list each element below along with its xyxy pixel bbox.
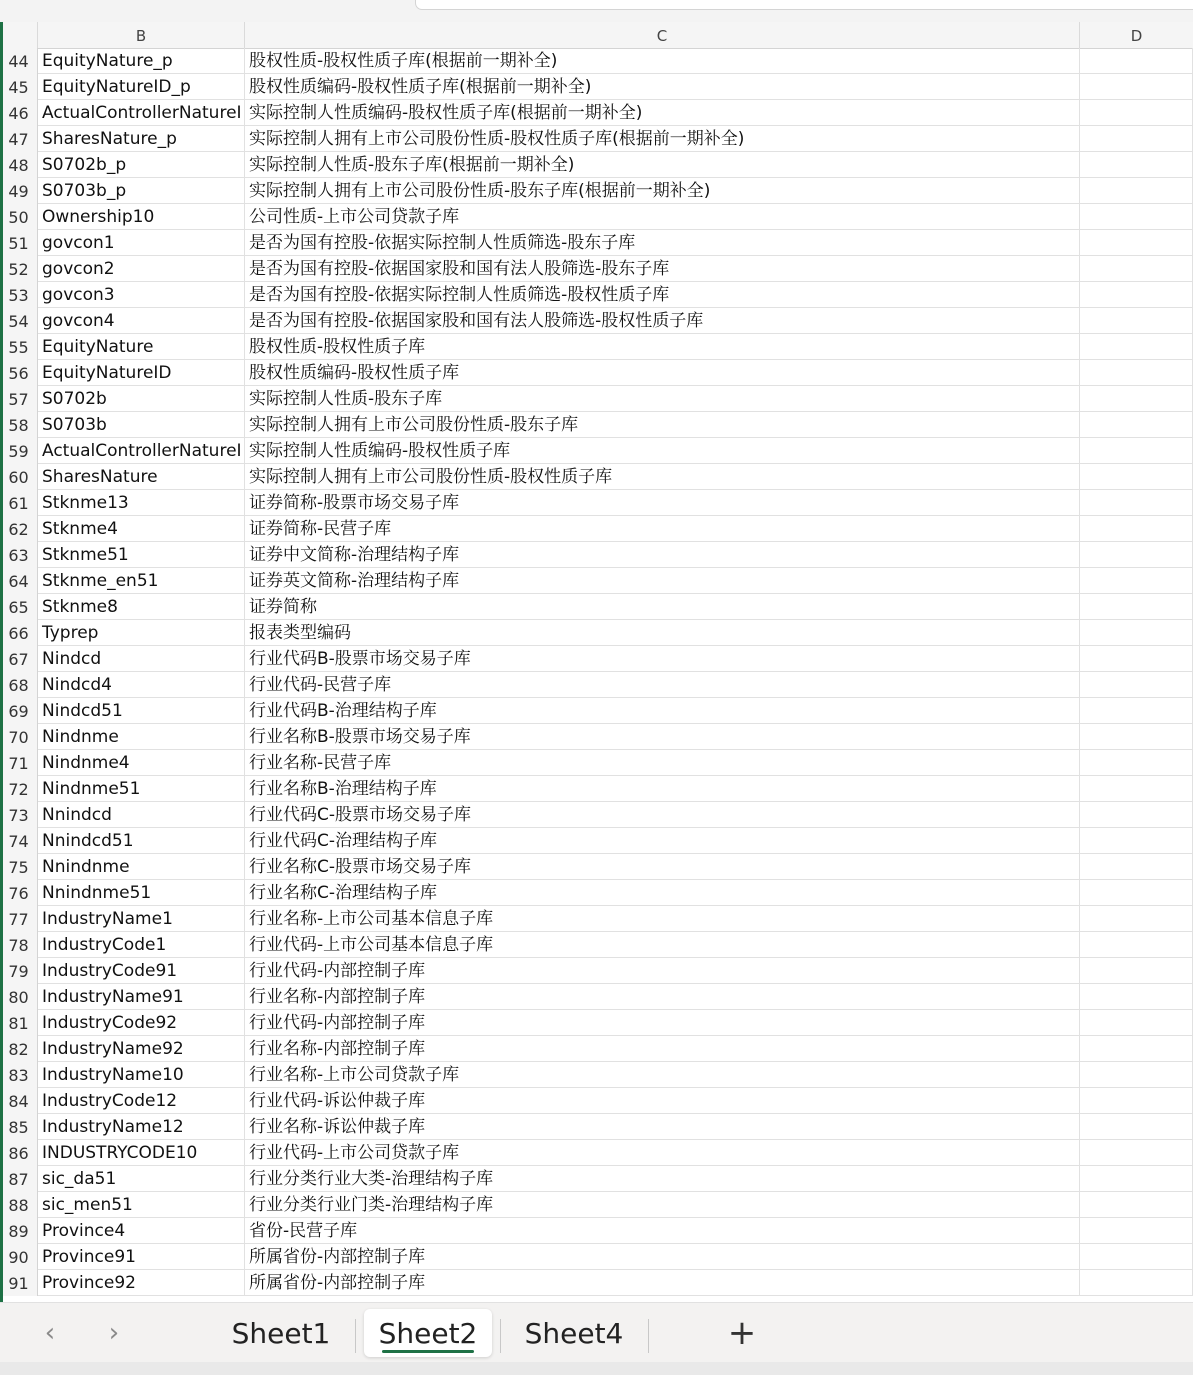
cell-c[interactable]: 所属省份-内部控制子库 <box>245 1270 1080 1296</box>
cell-d[interactable] <box>1080 282 1193 308</box>
cell-d[interactable] <box>1080 464 1193 490</box>
cell-c[interactable]: 行业名称-内部控制子库 <box>245 984 1080 1010</box>
row-number[interactable]: 63 <box>0 542 38 568</box>
cell-d[interactable] <box>1080 1166 1193 1192</box>
cell-b[interactable]: EquityNature_p <box>38 48 245 74</box>
row-number[interactable]: 69 <box>0 698 38 724</box>
row-number[interactable]: 86 <box>0 1140 38 1166</box>
table-row <box>0 282 1193 308</box>
cell-c[interactable]: 实际控制人拥有上市公司股份性质-股东子库(根据前一期补全) <box>245 178 1080 204</box>
column-header-c[interactable]: C <box>245 22 1080 48</box>
row-number[interactable]: 62 <box>0 516 38 542</box>
cell-b[interactable]: govcon3 <box>38 282 245 308</box>
cell-b[interactable]: ActualControllerNatureI <box>38 438 245 464</box>
table-row <box>0 568 1193 594</box>
cell-c[interactable]: 是否为国有控股-依据实际控制人性质筛选-股东子库 <box>245 230 1080 256</box>
table-row <box>0 230 1193 256</box>
table-row <box>0 256 1193 282</box>
cell-d[interactable] <box>1080 152 1193 178</box>
row-number[interactable]: 80 <box>0 984 38 1010</box>
table-row <box>0 152 1193 178</box>
cell-c[interactable]: 所属省份-内部控制子库 <box>245 1244 1080 1270</box>
cell-d[interactable] <box>1080 1114 1193 1140</box>
table-row <box>0 126 1193 152</box>
row-number[interactable]: 73 <box>0 802 38 828</box>
cell-b[interactable]: Stknme_en51 <box>38 568 245 594</box>
cell-c[interactable]: 股权性质-股权性质子库(根据前一期补全) <box>245 48 1080 74</box>
table-row <box>0 906 1193 932</box>
cell-b[interactable]: Stknme4 <box>38 516 245 542</box>
row-number[interactable]: 54 <box>0 308 38 334</box>
cell-b[interactable]: IndustryCode92 <box>38 1010 245 1036</box>
cell-b[interactable]: sic_da51 <box>38 1166 245 1192</box>
active-tab-underline <box>382 1350 474 1353</box>
column-header-row <box>0 22 1193 49</box>
cell-b[interactable]: Nindnme4 <box>38 750 245 776</box>
cell-d[interactable] <box>1080 672 1193 698</box>
tab-label: Sheet2 <box>378 1317 478 1350</box>
cell-d[interactable] <box>1080 1218 1193 1244</box>
status-bar <box>0 1362 1193 1375</box>
row-number[interactable]: 87 <box>0 1166 38 1192</box>
sheet-tab-bar <box>0 1302 1193 1363</box>
cell-b[interactable]: govcon4 <box>38 308 245 334</box>
row-number[interactable]: 85 <box>0 1114 38 1140</box>
cell-c[interactable]: 实际控制人拥有上市公司股份性质-股权性质子库(根据前一期补全) <box>245 126 1080 152</box>
row-number[interactable]: 49 <box>0 178 38 204</box>
cell-d[interactable] <box>1080 1062 1193 1088</box>
cell-d[interactable] <box>1080 1244 1193 1270</box>
row-number[interactable]: 78 <box>0 932 38 958</box>
table-row <box>0 490 1193 516</box>
row-number[interactable]: 89 <box>0 1218 38 1244</box>
row-number[interactable]: 77 <box>0 906 38 932</box>
cell-b[interactable]: S0703b <box>38 412 245 438</box>
tab-sheet1[interactable] <box>210 1309 352 1357</box>
cell-c[interactable]: 行业名称-内部控制子库 <box>245 1036 1080 1062</box>
cell-c[interactable]: 证券英文简称-治理结构子库 <box>245 568 1080 594</box>
cell-d[interactable] <box>1080 1036 1193 1062</box>
cell-b[interactable]: Province92 <box>38 1270 245 1296</box>
cell-c[interactable]: 是否为国有控股-依据国家股和国有法人股筛选-股东子库 <box>245 256 1080 282</box>
row-number[interactable]: 52 <box>0 256 38 282</box>
cell-b[interactable]: SharesNature <box>38 464 245 490</box>
cell-c[interactable]: 行业分类行业大类-治理结构子库 <box>245 1166 1080 1192</box>
row-number[interactable]: 68 <box>0 672 38 698</box>
plus-icon[interactable]: + <box>727 1313 757 1353</box>
select-all-corner[interactable] <box>0 22 38 48</box>
cell-d[interactable] <box>1080 932 1193 958</box>
cell-c[interactable]: 证券简称 <box>245 594 1080 620</box>
row-number[interactable]: 60 <box>0 464 38 490</box>
chevron-right-icon[interactable]: › <box>108 1318 120 1348</box>
formula-bar-input[interactable] <box>415 0 1193 10</box>
cell-b[interactable]: Typrep <box>38 620 245 646</box>
cell-c[interactable]: 行业代码-上市公司贷款子库 <box>245 1140 1080 1166</box>
cell-d[interactable] <box>1080 1192 1193 1218</box>
tab-sheet2[interactable] <box>364 1309 492 1357</box>
row-number[interactable]: 50 <box>0 204 38 230</box>
table-row <box>0 360 1193 386</box>
table-row <box>0 1244 1193 1270</box>
cell-b[interactable]: IndustryCode12 <box>38 1088 245 1114</box>
table-row <box>0 1166 1193 1192</box>
cell-c[interactable]: 行业代码C-治理结构子库 <box>245 828 1080 854</box>
cell-b[interactable]: EquityNature <box>38 334 245 360</box>
row-number[interactable]: 91 <box>0 1270 38 1296</box>
table-row <box>0 880 1193 906</box>
cell-d[interactable] <box>1080 1140 1193 1166</box>
row-number[interactable]: 47 <box>0 126 38 152</box>
cell-c[interactable]: 行业代码-内部控制子库 <box>245 958 1080 984</box>
table-row <box>0 516 1193 542</box>
cell-c[interactable]: 实际控制人性质-股东子库 <box>245 386 1080 412</box>
top-toolbar-strip <box>0 0 1193 22</box>
chevron-left-icon[interactable]: ‹ <box>44 1318 56 1348</box>
cell-c[interactable]: 公司性质-上市公司贷款子库 <box>245 204 1080 230</box>
row-number[interactable]: 79 <box>0 958 38 984</box>
row-number[interactable]: 71 <box>0 750 38 776</box>
cell-b[interactable]: Province91 <box>38 1244 245 1270</box>
table-row <box>0 854 1193 880</box>
table-row <box>0 100 1193 126</box>
cell-d[interactable] <box>1080 308 1193 334</box>
row-number[interactable]: 55 <box>0 334 38 360</box>
cell-c[interactable]: 行业代码-上市公司基本信息子库 <box>245 932 1080 958</box>
cell-b[interactable]: Nnindnme <box>38 854 245 880</box>
cell-d[interactable] <box>1080 906 1193 932</box>
table-row <box>0 724 1193 750</box>
cell-d[interactable] <box>1080 802 1193 828</box>
table-row <box>0 776 1193 802</box>
row-number[interactable]: 51 <box>0 230 38 256</box>
cell-d[interactable] <box>1080 1088 1193 1114</box>
tab-sheet4[interactable] <box>505 1309 643 1357</box>
cell-d[interactable] <box>1080 568 1193 594</box>
cell-b[interactable]: Nnindnme51 <box>38 880 245 906</box>
cell-c[interactable]: 行业名称-民营子库 <box>245 750 1080 776</box>
cell-b[interactable]: Nnindcd <box>38 802 245 828</box>
table-row <box>0 438 1193 464</box>
cell-c[interactable]: 省份-民营子库 <box>245 1218 1080 1244</box>
tab-label: Sheet4 <box>524 1317 624 1350</box>
cell-b[interactable]: IndustryName91 <box>38 984 245 1010</box>
cell-b[interactable]: IndustryName92 <box>38 1036 245 1062</box>
cell-d[interactable] <box>1080 698 1193 724</box>
table-row <box>0 1140 1193 1166</box>
column-header-d[interactable]: D <box>1130 27 1143 45</box>
cell-c[interactable]: 行业代码C-股票市场交易子库 <box>245 802 1080 828</box>
cell-c[interactable]: 行业名称C-股票市场交易子库 <box>245 854 1080 880</box>
row-number[interactable]: 88 <box>0 1192 38 1218</box>
cell-d[interactable] <box>1080 724 1193 750</box>
table-row <box>0 334 1193 360</box>
cell-b[interactable]: Ownership10 <box>38 204 245 230</box>
table-row <box>0 1062 1193 1088</box>
row-number[interactable]: 75 <box>0 854 38 880</box>
cell-d[interactable] <box>1080 984 1193 1010</box>
cell-c[interactable]: 报表类型编码 <box>245 620 1080 646</box>
table-row <box>0 1218 1193 1244</box>
table-row <box>0 698 1193 724</box>
row-number[interactable]: 66 <box>0 620 38 646</box>
table-row <box>0 1088 1193 1114</box>
table-row <box>0 308 1193 334</box>
cell-b[interactable]: IndustryCode91 <box>38 958 245 984</box>
cell-c[interactable]: 实际控制人性质编码-股权性质子库 <box>245 438 1080 464</box>
cell-c[interactable]: 行业名称C-治理结构子库 <box>245 880 1080 906</box>
window-left-edge <box>0 22 3 1312</box>
table-row <box>0 802 1193 828</box>
row-number[interactable]: 48 <box>0 152 38 178</box>
row-number[interactable]: 64 <box>0 568 38 594</box>
cell-b[interactable]: ActualControllerNatureI <box>38 100 245 126</box>
cell-b[interactable]: Stknme8 <box>38 594 245 620</box>
cell-b[interactable]: INDUSTRYCODE10 <box>38 1140 245 1166</box>
table-row <box>0 74 1193 100</box>
cell-b[interactable]: Nindnme51 <box>38 776 245 802</box>
cell-d[interactable] <box>1080 100 1193 126</box>
cell-b[interactable]: Nindcd4 <box>38 672 245 698</box>
table-row <box>0 1192 1193 1218</box>
row-number[interactable]: 53 <box>0 282 38 308</box>
cell-d[interactable] <box>1080 828 1193 854</box>
cell-c[interactable]: 是否为国有控股-依据实际控制人性质筛选-股权性质子库 <box>245 282 1080 308</box>
row-number[interactable]: 46 <box>0 100 38 126</box>
table-row <box>0 412 1193 438</box>
cell-d[interactable] <box>1080 386 1193 412</box>
cell-c[interactable]: 证券简称-民营子库 <box>245 516 1080 542</box>
cell-d[interactable] <box>1080 880 1193 906</box>
cell-c[interactable]: 行业代码B-治理结构子库 <box>245 698 1080 724</box>
cell-b[interactable]: Stknme51 <box>38 542 245 568</box>
row-number[interactable]: 44 <box>0 48 38 74</box>
cell-c[interactable]: 股权性质编码-股权性质子库 <box>245 360 1080 386</box>
cell-c[interactable]: 实际控制人拥有上市公司股份性质-股东子库 <box>245 412 1080 438</box>
row-number[interactable]: 83 <box>0 1062 38 1088</box>
row-number[interactable]: 74 <box>0 828 38 854</box>
table-row <box>0 958 1193 984</box>
cell-c[interactable]: 证券简称-股票市场交易子库 <box>245 490 1080 516</box>
cell-c[interactable]: 行业代码-民营子库 <box>245 672 1080 698</box>
cell-c[interactable]: 实际控制人性质-股东子库(根据前一期补全) <box>245 152 1080 178</box>
cell-d[interactable] <box>1080 126 1193 152</box>
cell-d[interactable] <box>1080 74 1193 100</box>
table-row <box>0 386 1193 412</box>
table-row <box>0 464 1193 490</box>
table-row <box>0 542 1193 568</box>
row-number[interactable]: 90 <box>0 1244 38 1270</box>
table-row <box>0 620 1193 646</box>
cell-d[interactable] <box>1080 594 1193 620</box>
table-row <box>0 204 1193 230</box>
cell-b[interactable]: Nnindcd51 <box>38 828 245 854</box>
cell-b[interactable]: IndustryName12 <box>38 1114 245 1140</box>
cell-c[interactable]: 股权性质-股权性质子库 <box>245 334 1080 360</box>
cell-c[interactable]: 行业名称-上市公司贷款子库 <box>245 1062 1080 1088</box>
cell-c[interactable]: 行业分类行业门类-治理结构子库 <box>245 1192 1080 1218</box>
row-number[interactable]: 65 <box>0 594 38 620</box>
cell-d[interactable] <box>1080 646 1193 672</box>
cell-d[interactable] <box>1080 958 1193 984</box>
cell-b[interactable]: S0703b_p <box>38 178 245 204</box>
cell-b[interactable]: Nindnme <box>38 724 245 750</box>
cell-c[interactable]: 实际控制人拥有上市公司股份性质-股权性质子库 <box>245 464 1080 490</box>
cell-d[interactable] <box>1080 204 1193 230</box>
cell-c[interactable]: 行业代码-诉讼仲裁子库 <box>245 1088 1080 1114</box>
cell-d[interactable] <box>1080 620 1193 646</box>
row-number[interactable]: 45 <box>0 74 38 100</box>
table-row <box>0 828 1193 854</box>
row-number[interactable]: 61 <box>0 490 38 516</box>
cell-b[interactable]: SharesNature_p <box>38 126 245 152</box>
cell-d[interactable] <box>1080 230 1193 256</box>
cell-d[interactable] <box>1080 776 1193 802</box>
cell-b[interactable]: Nindcd51 <box>38 698 245 724</box>
cell-c[interactable]: 实际控制人性质编码-股权性质子库(根据前一期补全) <box>245 100 1080 126</box>
table-row <box>0 1114 1193 1140</box>
column-header-b[interactable]: B <box>38 22 245 48</box>
cell-b[interactable]: Nindcd <box>38 646 245 672</box>
cell-d[interactable] <box>1080 360 1193 386</box>
table-row <box>0 672 1193 698</box>
cell-b[interactable]: Province4 <box>38 1218 245 1244</box>
row-number[interactable]: 84 <box>0 1088 38 1114</box>
cell-c[interactable]: 是否为国有控股-依据国家股和国有法人股筛选-股权性质子库 <box>245 308 1080 334</box>
row-number[interactable]: 67 <box>0 646 38 672</box>
cell-d[interactable] <box>1080 854 1193 880</box>
cell-c[interactable]: 行业代码-内部控制子库 <box>245 1010 1080 1036</box>
tab-divider <box>648 1319 649 1353</box>
cell-b[interactable]: IndustryName1 <box>38 906 245 932</box>
cell-d[interactable] <box>1080 334 1193 360</box>
cell-d[interactable] <box>1080 1270 1193 1296</box>
table-row <box>0 594 1193 620</box>
table-row <box>0 646 1193 672</box>
tab-divider <box>355 1319 356 1353</box>
row-number[interactable]: 57 <box>0 386 38 412</box>
row-number[interactable]: 76 <box>0 880 38 906</box>
cell-c[interactable]: 行业名称-上市公司基本信息子库 <box>245 906 1080 932</box>
row-number[interactable]: 59 <box>0 438 38 464</box>
cell-d[interactable] <box>1080 178 1193 204</box>
cell-c[interactable]: 股权性质编码-股权性质子库(根据前一期补全) <box>245 74 1080 100</box>
table-row <box>0 178 1193 204</box>
table-row <box>0 750 1193 776</box>
cell-c[interactable]: 行业代码B-股票市场交易子库 <box>245 646 1080 672</box>
row-number[interactable]: 81 <box>0 1010 38 1036</box>
row-number[interactable]: 56 <box>0 360 38 386</box>
cell-d[interactable] <box>1080 48 1193 74</box>
row-number[interactable]: 82 <box>0 1036 38 1062</box>
cell-d[interactable] <box>1080 1010 1193 1036</box>
cell-b[interactable]: sic_men51 <box>38 1192 245 1218</box>
cell-b[interactable]: EquityNatureID <box>38 360 245 386</box>
cell-c[interactable]: 行业名称B-股票市场交易子库 <box>245 724 1080 750</box>
row-number[interactable]: 58 <box>0 412 38 438</box>
cell-c[interactable]: 行业名称-诉讼仲裁子库 <box>245 1114 1080 1140</box>
tab-label: Sheet1 <box>231 1317 331 1350</box>
table-row <box>0 1010 1193 1036</box>
cell-b[interactable]: EquityNatureID_p <box>38 74 245 100</box>
cell-b[interactable]: S0702b <box>38 386 245 412</box>
tab-divider <box>500 1319 501 1353</box>
cell-d[interactable] <box>1080 750 1193 776</box>
cell-d[interactable] <box>1080 490 1193 516</box>
row-number[interactable]: 72 <box>0 776 38 802</box>
table-row <box>0 1270 1193 1296</box>
table-row <box>0 48 1193 74</box>
cell-b[interactable]: S0702b_p <box>38 152 245 178</box>
row-number[interactable]: 70 <box>0 724 38 750</box>
cell-d[interactable] <box>1080 412 1193 438</box>
cell-b[interactable]: govcon1 <box>38 230 245 256</box>
table-row <box>0 932 1193 958</box>
cell-d[interactable] <box>1080 438 1193 464</box>
cell-c[interactable]: 行业名称B-治理结构子库 <box>245 776 1080 802</box>
cell-b[interactable]: IndustryCode1 <box>38 932 245 958</box>
cell-d[interactable] <box>1080 256 1193 282</box>
spreadsheet-grid <box>0 48 1193 1302</box>
cell-d[interactable] <box>1080 542 1193 568</box>
cell-b[interactable]: Stknme13 <box>38 490 245 516</box>
cell-b[interactable]: govcon2 <box>38 256 245 282</box>
table-row <box>0 1036 1193 1062</box>
table-row <box>0 984 1193 1010</box>
cell-c[interactable]: 证券中文简称-治理结构子库 <box>245 542 1080 568</box>
cell-b[interactable]: IndustryName10 <box>38 1062 245 1088</box>
cell-d[interactable] <box>1080 516 1193 542</box>
